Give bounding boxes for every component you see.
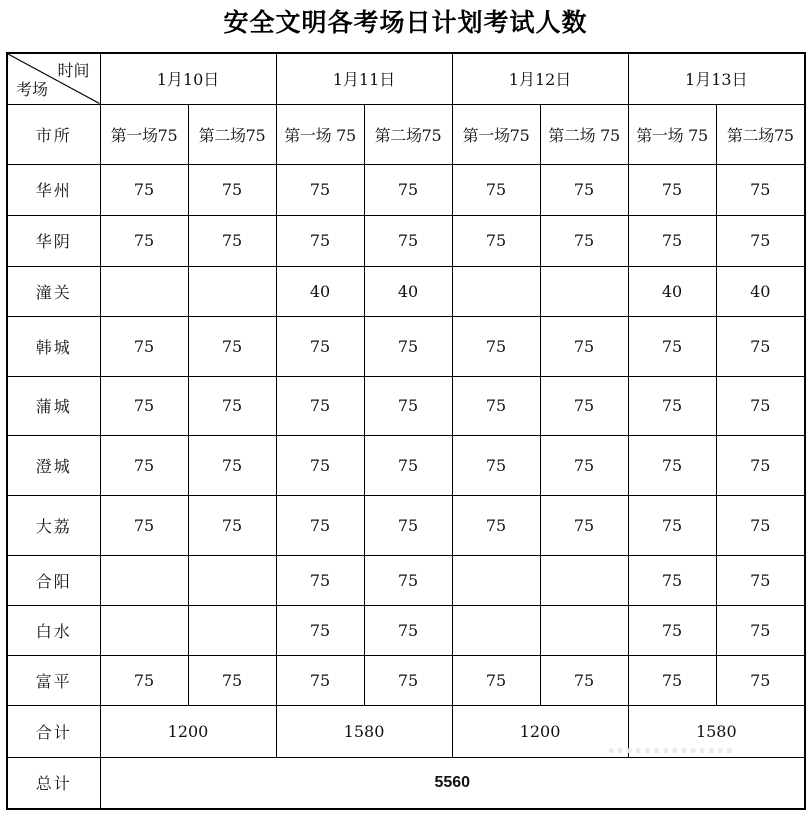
count-cell: 75 [276, 316, 364, 376]
grand-total-row [7, 757, 805, 809]
count-cell: 75 [452, 164, 540, 215]
count-cell: 75 [716, 164, 805, 215]
count-cell: 75 [452, 435, 540, 495]
count-cell: 40 [628, 266, 716, 316]
count-cell: 75 [100, 164, 188, 215]
table-row [7, 555, 805, 605]
date-header: 1月11日 [276, 53, 452, 104]
count-cell: 75 [540, 655, 628, 705]
count-cell: 75 [276, 605, 364, 655]
count-cell: 75 [628, 435, 716, 495]
count-cell: 75 [188, 376, 276, 435]
count-cell: 75 [364, 655, 452, 705]
table-row [7, 316, 805, 376]
count-cell: 75 [100, 435, 188, 495]
count-cell: 75 [452, 215, 540, 266]
venue-name: 澄城 [7, 435, 100, 495]
venue-name: 大荔 [7, 495, 100, 555]
count-cell: 40 [276, 266, 364, 316]
count-cell: 75 [364, 316, 452, 376]
count-cell: 75 [188, 495, 276, 555]
count-cell: 75 [716, 605, 805, 655]
venue-name: 韩城 [7, 316, 100, 376]
count-cell: 75 [716, 215, 805, 266]
grand-total-label: 总计 [7, 757, 100, 809]
table-row [7, 376, 805, 435]
count-cell: 75 [628, 376, 716, 435]
count-cell: 75 [364, 215, 452, 266]
count-cell: 75 [628, 164, 716, 215]
count-cell: 75 [716, 376, 805, 435]
table-row [7, 655, 805, 705]
count-cell: 75 [716, 316, 805, 376]
count-cell: 75 [540, 215, 628, 266]
table-row [7, 215, 805, 266]
count-cell [452, 605, 540, 655]
count-cell [540, 555, 628, 605]
grand-total-value: 5560 [100, 757, 805, 809]
table-row [7, 435, 805, 495]
subtotal-cell: 1580 [628, 705, 805, 757]
count-cell [452, 555, 540, 605]
session-header: 第一场 75 [276, 104, 364, 164]
count-cell: 75 [188, 215, 276, 266]
count-cell: 75 [100, 376, 188, 435]
count-cell: 75 [628, 605, 716, 655]
count-cell: 75 [276, 215, 364, 266]
count-cell: 40 [716, 266, 805, 316]
count-cell: 75 [364, 435, 452, 495]
count-cell: 75 [364, 164, 452, 215]
session-header-row [7, 104, 805, 164]
row-header-label: 市所 [7, 104, 100, 164]
page-title: 安全文明各考场日计划考试人数 [223, 8, 588, 37]
venue-name: 华州 [7, 164, 100, 215]
count-cell: 75 [188, 164, 276, 215]
count-cell: 75 [364, 376, 452, 435]
corner-label-venue: 考场 [16, 79, 49, 99]
count-cell: 75 [100, 655, 188, 705]
count-cell: 75 [452, 495, 540, 555]
count-cell: 75 [540, 316, 628, 376]
count-cell: 75 [276, 655, 364, 705]
session-header: 第一场75 [452, 104, 540, 164]
count-cell: 75 [276, 164, 364, 215]
venue-name: 潼关 [7, 266, 100, 316]
table-row [7, 266, 805, 316]
venue-name: 合阳 [7, 555, 100, 605]
count-cell: 75 [716, 495, 805, 555]
count-cell: 75 [188, 435, 276, 495]
count-cell: 75 [716, 655, 805, 705]
count-cell: 75 [716, 555, 805, 605]
table-row [7, 495, 805, 555]
count-cell [100, 266, 188, 316]
count-cell: 75 [276, 376, 364, 435]
count-cell [100, 555, 188, 605]
count-cell: 75 [452, 376, 540, 435]
count-cell: 75 [188, 655, 276, 705]
count-cell: 75 [276, 495, 364, 555]
count-cell: 75 [716, 435, 805, 495]
date-header: 1月10日 [100, 53, 276, 104]
venue-name: 华阴 [7, 215, 100, 266]
subtotal-cell: 1580 [276, 705, 452, 757]
session-header: 第二场75 [364, 104, 452, 164]
count-cell: 75 [540, 495, 628, 555]
count-cell: 75 [364, 495, 452, 555]
session-header: 第二场75 [716, 104, 805, 164]
count-cell: 75 [540, 376, 628, 435]
subtotal-row [7, 705, 805, 757]
count-cell [188, 605, 276, 655]
subtotal-cell: 1200 [100, 705, 276, 757]
session-header: 第一场75 [100, 104, 188, 164]
corner-label-time: 时间 [57, 61, 90, 80]
count-cell [100, 605, 188, 655]
subtotal-label: 合计 [7, 705, 100, 757]
count-cell: 75 [628, 215, 716, 266]
session-header: 第二场 75 [540, 104, 628, 164]
count-cell: 75 [276, 435, 364, 495]
count-cell: 75 [100, 495, 188, 555]
count-cell [452, 266, 540, 316]
table-row [7, 605, 805, 655]
subtotal-cell: 1200 [452, 705, 628, 757]
count-cell: 40 [364, 266, 452, 316]
count-cell [188, 555, 276, 605]
watermark-decoration: ▪▪▪▪▪▪▪▪▪▪▪▪▪▪ [608, 747, 736, 755]
session-header: 第一场 75 [628, 104, 716, 164]
table-row [7, 164, 805, 215]
count-cell [540, 605, 628, 655]
count-cell: 75 [276, 555, 364, 605]
corner-header-cell [7, 53, 100, 104]
count-cell: 75 [364, 605, 452, 655]
count-cell: 75 [628, 495, 716, 555]
count-cell: 75 [364, 555, 452, 605]
count-cell: 75 [628, 655, 716, 705]
count-cell: 75 [628, 316, 716, 376]
count-cell: 75 [100, 215, 188, 266]
session-header: 第二场75 [188, 104, 276, 164]
count-cell: 75 [188, 316, 276, 376]
date-header: 1月13日 [628, 53, 805, 104]
venue-name: 富平 [7, 655, 100, 705]
count-cell: 75 [100, 316, 188, 376]
count-cell [540, 266, 628, 316]
count-cell: 75 [452, 316, 540, 376]
venue-name: 蒲城 [7, 376, 100, 435]
count-cell [188, 266, 276, 316]
count-cell: 75 [452, 655, 540, 705]
count-cell: 75 [540, 435, 628, 495]
venue-name: 白水 [7, 605, 100, 655]
date-header-row [7, 53, 805, 104]
exam-schedule-table [6, 52, 806, 810]
date-header: 1月12日 [452, 53, 628, 104]
count-cell: 75 [540, 164, 628, 215]
count-cell: 75 [628, 555, 716, 605]
